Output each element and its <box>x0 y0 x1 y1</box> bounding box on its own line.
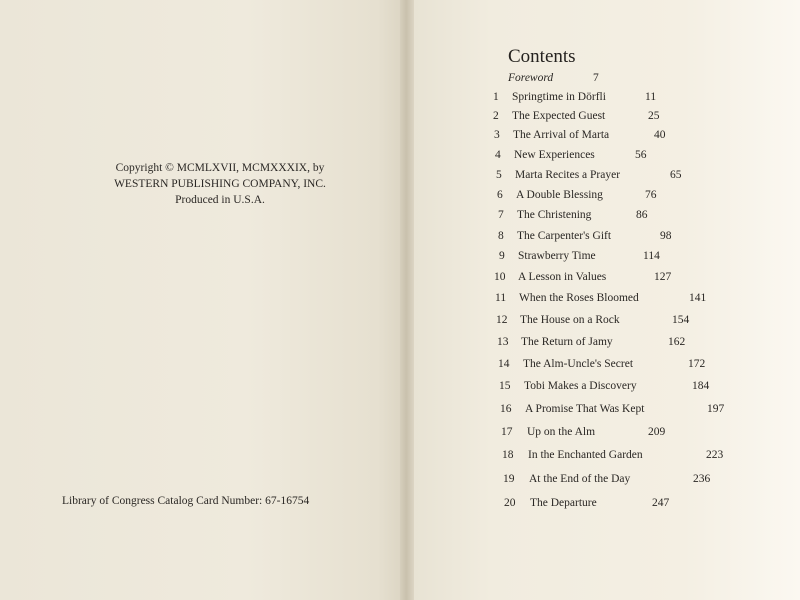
chapter-title: Marta Recites a Prayer <box>515 169 621 181</box>
chapter-title: The Carpenter's Gift <box>517 230 612 242</box>
chapter-title: Springtime in Dörfli <box>512 91 606 103</box>
chapter-number: 12 <box>496 314 508 326</box>
publisher-line: WESTERN PUBLISHING COMPANY, INC. <box>114 178 326 190</box>
chapter-page: 247 <box>652 497 670 509</box>
chapter-number: 5 <box>496 169 502 181</box>
chapter-page: 56 <box>635 149 647 161</box>
chapter-page: 141 <box>689 292 707 304</box>
chapter-title: The Expected Guest <box>512 110 606 122</box>
produced-line: Produced in U.S.A. <box>175 194 265 206</box>
chapter-title: At the End of the Day <box>529 473 631 485</box>
chapter-page: 65 <box>670 169 682 181</box>
chapter-page: 127 <box>654 271 672 283</box>
chapter-page: 184 <box>692 380 710 392</box>
chapter-title: A Lesson in Values <box>518 271 607 283</box>
chapter-number: 15 <box>499 380 511 392</box>
copyright-block <box>60 160 380 208</box>
chapter-number: 3 <box>494 129 500 141</box>
chapter-page: 11 <box>645 91 657 103</box>
foreword-title: Foreword <box>508 72 554 84</box>
chapter-page: 154 <box>672 314 690 326</box>
chapter-title: The House on a Rock <box>520 314 620 326</box>
chapter-page: 162 <box>668 336 686 348</box>
chapter-number: 13 <box>497 336 509 348</box>
chapter-page: 40 <box>654 129 666 141</box>
chapter-page: 25 <box>648 110 660 122</box>
chapter-title: Strawberry Time <box>518 250 596 262</box>
chapter-number: 2 <box>493 110 499 122</box>
chapter-number: 14 <box>498 358 510 370</box>
catalog-number: Library of Congress Catalog Card Number: 67-16754 <box>62 495 310 507</box>
chapter-title: Tobi Makes a Discovery <box>524 380 637 392</box>
foreword-page: 7 <box>593 72 599 84</box>
chapter-page: 223 <box>706 449 724 461</box>
chapter-number: 9 <box>499 250 505 262</box>
chapter-page: 172 <box>688 358 706 370</box>
chapter-page: 114 <box>643 250 660 262</box>
chapter-title: The Arrival of Marta <box>513 129 610 141</box>
chapter-title: The Departure <box>530 497 597 509</box>
chapter-number: 20 <box>504 497 516 509</box>
chapter-title: When the Roses Bloomed <box>519 292 639 304</box>
chapter-title: The Alm-Uncle's Secret <box>523 358 634 370</box>
chapter-title: The Return of Jamy <box>521 336 613 348</box>
chapter-title: In the Enchanted Garden <box>528 449 643 461</box>
chapter-page: 76 <box>645 189 657 201</box>
chapter-page: 209 <box>648 426 666 438</box>
chapter-number: 7 <box>498 209 504 221</box>
chapter-title: The Christening <box>517 209 592 221</box>
chapter-number: 8 <box>498 230 504 242</box>
chapter-title: New Experiences <box>514 149 595 161</box>
chapter-page: 197 <box>707 403 725 415</box>
chapter-number: 19 <box>503 473 515 485</box>
chapter-number: 1 <box>493 91 499 103</box>
chapter-title: A Promise That Was Kept <box>525 403 645 415</box>
chapter-number: 4 <box>495 149 501 161</box>
chapter-number: 17 <box>501 426 513 438</box>
chapter-number: 6 <box>497 189 503 201</box>
chapter-title: A Double Blessing <box>516 189 603 201</box>
chapter-page: 86 <box>636 209 648 221</box>
chapter-page: 98 <box>660 230 672 242</box>
copyright-line: Copyright © MCMLXVII, MCMXXXIX, by <box>115 162 325 174</box>
chapter-number: 18 <box>502 449 514 461</box>
chapter-title: Up on the Alm <box>527 426 596 438</box>
chapter-number: 11 <box>495 292 507 304</box>
chapter-page: 236 <box>693 473 711 485</box>
book-gutter <box>400 0 414 600</box>
chapter-number: 16 <box>500 403 512 415</box>
chapter-number: 10 <box>494 271 506 283</box>
contents-heading: Contents <box>508 46 576 67</box>
